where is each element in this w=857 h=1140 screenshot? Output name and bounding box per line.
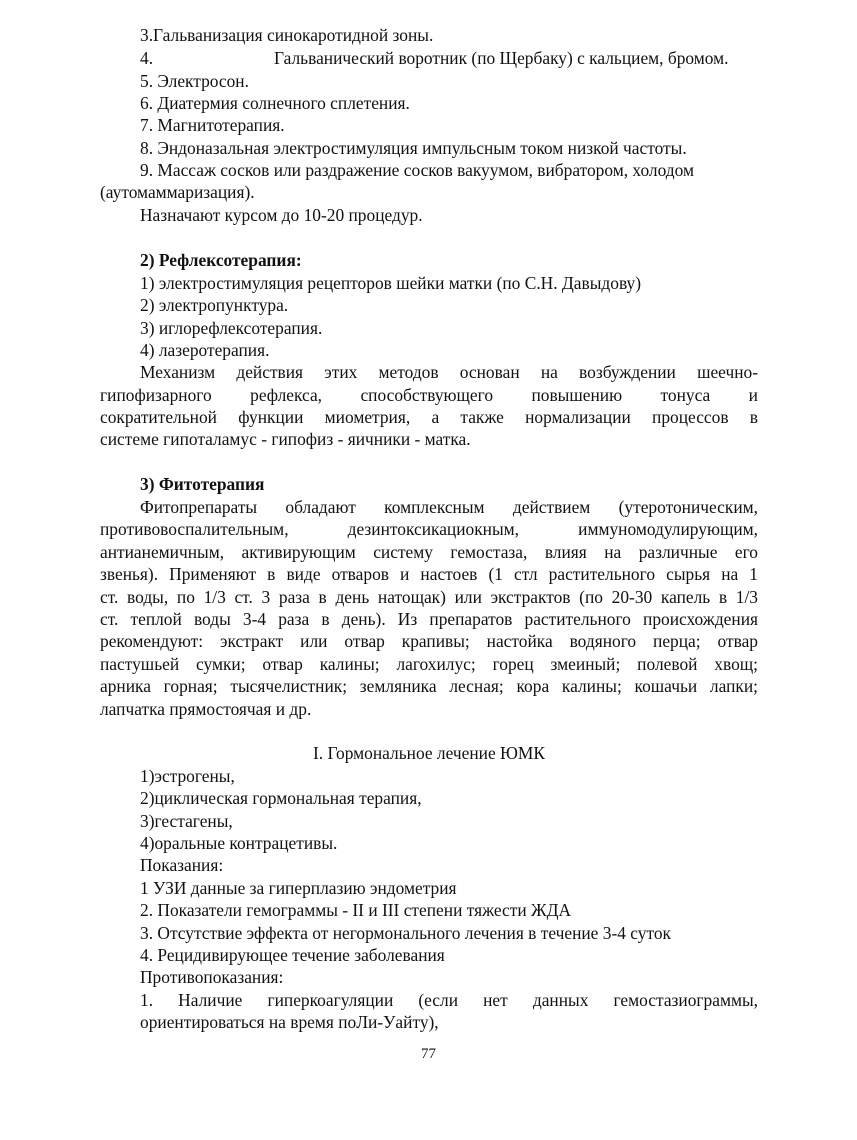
list-item-text: Гальванический воротник (по Щербаку) с кальцием, бромом. <box>274 48 729 68</box>
paragraph-line: системе гипоталамус - гипофиз - яичники - матка. <box>100 429 471 449</box>
paragraph-line: звенья). Применяют в виде отваров и настоев (1 стл растительного сырья на 1 <box>100 564 758 584</box>
paragraph-line: антианемичным, активирующим систему гемостаза, влияя на различные его <box>100 542 758 562</box>
paragraph-line: 1. Наличие гиперкоагуляции (если нет данных гемостазиограммы, <box>140 990 758 1010</box>
indications-label: Показания: <box>140 855 224 875</box>
list-item: 3. Отсутствие эффекта от негормонального лечения в течение 3-4 суток <box>140 923 671 943</box>
contraindications-label: Противопоказания: <box>140 967 284 987</box>
paragraph-line: ориентироваться на время поЛи-Уайту), <box>140 1012 439 1032</box>
paragraph-line: арника горная; тысячелистник; земляника лесная; кора калины; кошачьи лапки; <box>100 676 758 696</box>
paragraph-line: ст. теплой воды 3-4 раза в день). Из препаратов растительного происхождения <box>100 609 758 629</box>
list-item: 1 УЗИ данные за гиперплазию эндометрия <box>140 878 457 898</box>
list-item: 7. Магнитотерапия. <box>140 115 285 135</box>
paragraph-line: Механизм действия этих методов основан на возбуждении шеечно- <box>140 362 758 382</box>
paragraph-line: лапчатка прямостоячая и др. <box>100 699 312 719</box>
list-item: 3) иглорефлексотерапия. <box>140 318 323 338</box>
course-note: Назначают курсом до 10-20 процедур. <box>140 205 423 225</box>
list-item: 5. Электросон. <box>140 71 249 91</box>
list-item-number: 4. <box>140 48 154 68</box>
section-heading-hormonal: I. Гормональное лечение ЮМК <box>313 743 545 763</box>
list-item-continuation: (аутомаммаризация). <box>100 182 255 202</box>
paragraph-line: противовоспалительным, дезинтоксикациокным, иммуномодулирующим, <box>100 519 758 539</box>
list-item: 1) электростимуляция рецепторов шейки матки (по С.Н. Давыдову) <box>140 273 642 293</box>
paragraph-line: ст. воды, по 1/3 ст. 3 раза в день натощак) или экстрактов (по 20-30 капель в 1/3 <box>100 587 758 607</box>
list-item: 3)гестагены, <box>140 811 233 831</box>
section-heading-reflexotherapy: 2) Рефлексотерапия: <box>140 250 302 270</box>
list-item: 2)циклическая гормональная терапия, <box>140 788 422 808</box>
list-item: 3.Гальванизация синокаротидной зоны. <box>140 25 434 45</box>
list-item-4 <box>140 47 758 69</box>
section-heading-phytotherapy: 3) Фитотерапия <box>140 474 265 494</box>
paragraph-line: Фитопрепараты обладают комплексным действием (утеротоническим, <box>140 497 758 517</box>
page-number: 77 <box>421 1046 436 1062</box>
list-item: 6. Диатермия солнечного сплетения. <box>140 93 410 113</box>
list-item: 1)эстрогены, <box>140 766 235 786</box>
paragraph-line: рекомендуют: экстракт или отвар крапивы; настойка водяного перца; отвар <box>100 631 758 651</box>
list-item: 2. Показатели гемограммы - II и III степени тяжести ЖДА <box>140 900 572 920</box>
paragraph-line: пастушьей сумки; отвар калины; лагохилус; горец змеиный; полевой хвощ; <box>100 654 758 674</box>
paragraph-line: гипофизарного рефлекса, способствующего повышению тонуса и <box>100 385 758 405</box>
list-item: 4. Рецидивирующее течение заболевания <box>140 945 445 965</box>
list-item: 4)оральные контрацетивы. <box>140 833 338 853</box>
list-item: 2) электропунктура. <box>140 295 289 315</box>
list-item: 4) лазеротерапия. <box>140 340 270 360</box>
list-item: 8. Эндоназальная электростимуляция импульсным током низкой частоты. <box>140 138 687 158</box>
paragraph-line: сократительной функции миометрия, а также нормализации процессов в <box>100 407 758 427</box>
list-item: 9. Массаж сосков или раздражение сосков вакуумом, вибратором, холодом <box>140 160 695 180</box>
